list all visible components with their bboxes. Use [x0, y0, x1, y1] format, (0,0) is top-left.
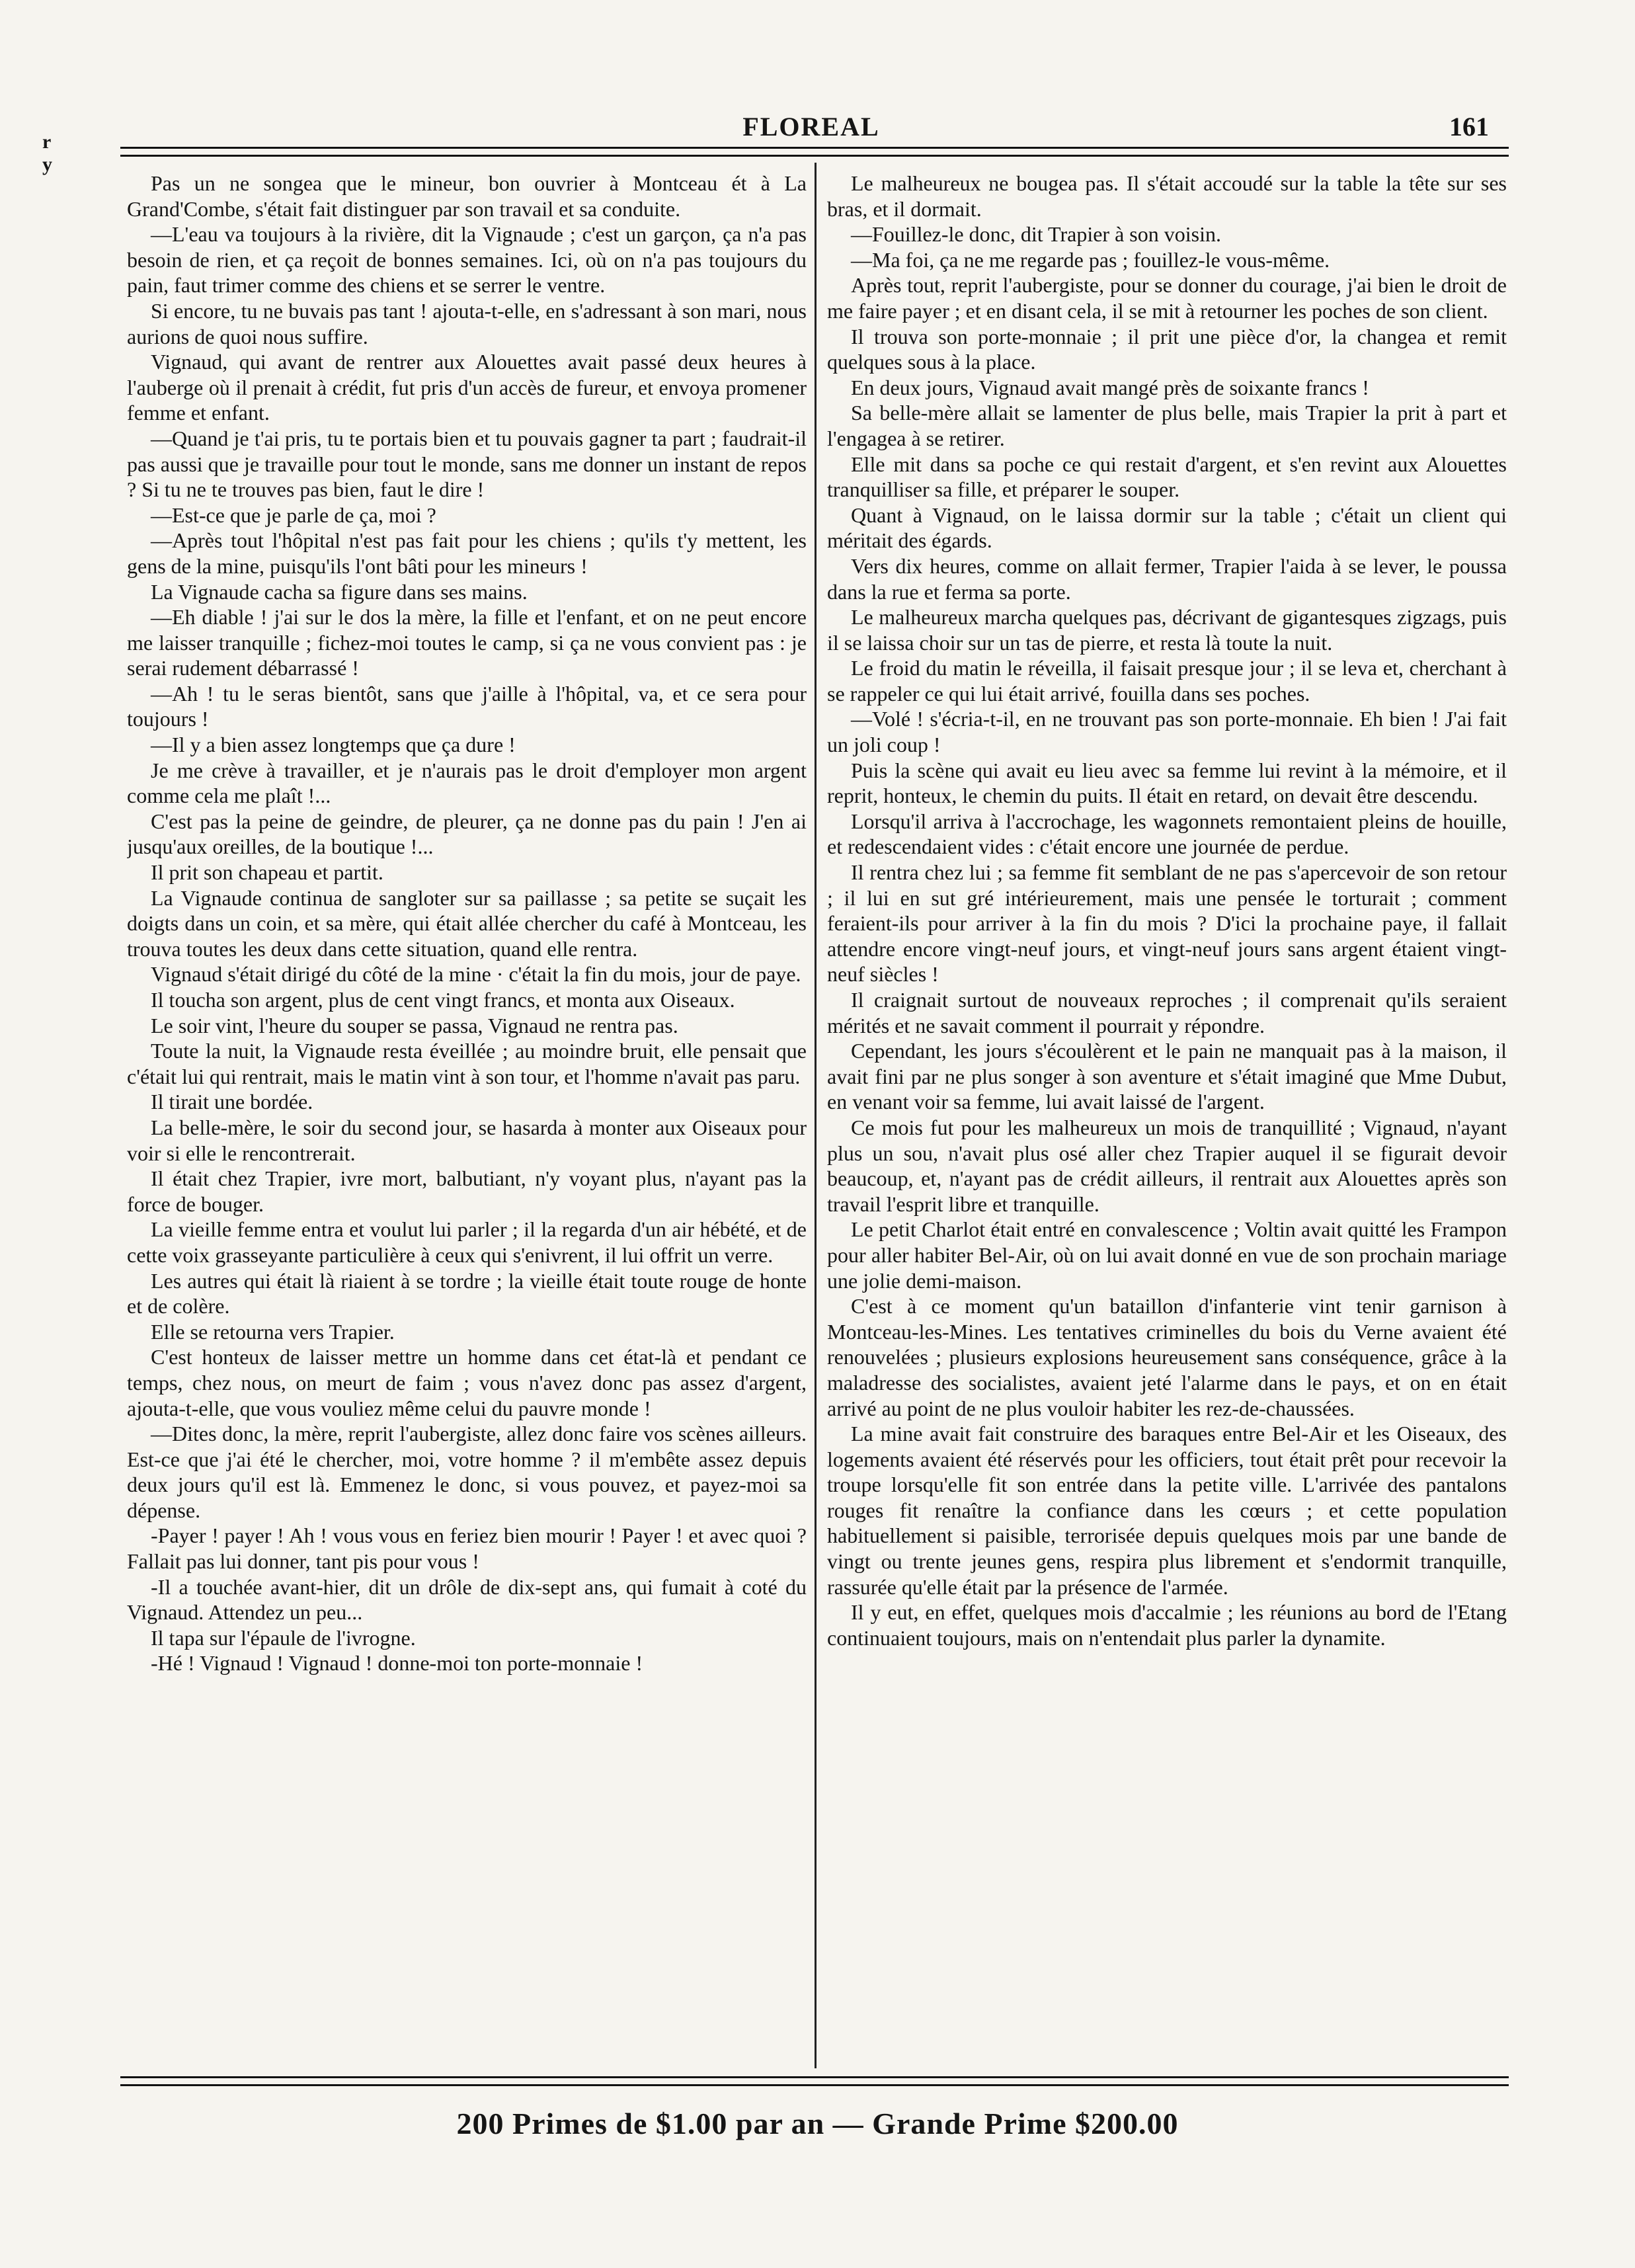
paragraph: Il était chez Trapier, ivre mort, balbutiant, n'y voyant plus, n'ayant pas la force de bouger.: [127, 1166, 807, 1216]
margin-mark-bottom: y: [42, 153, 52, 175]
footer-rule: [120, 2076, 1509, 2086]
margin-mark-top: r: [42, 131, 52, 153]
paragraph: Je me crève à travailler, et je n'aurais pas le droit d'employer mon argent comme cela me plaît !...: [127, 758, 807, 808]
header-rule: [120, 147, 1509, 157]
paragraph: Si encore, tu ne buvais pas tant ! ajouta-t-elle, en s'adressant à son mari, nous aurions de quoi nous suffire.: [127, 298, 807, 348]
paragraph: Le malheureux marcha quelques pas, décrivant de gigantesques zigzags, puis il se laissa choir sur un tas de pierre, et resta là toute la nuit.: [827, 605, 1507, 655]
paragraph: Il toucha son argent, plus de cent vingt francs, et monta aux Oiseaux.: [151, 988, 735, 1012]
paragraph: Vignaud, qui avant de rentrer aux Alouettes avait passé deux heures à l'auberge où il prenait à crédit, fut pris d'un accès de fureur, et envoya promener femme et enfant.: [127, 350, 807, 425]
paragraph: Il trouva son porte-monnaie ; il prit une pièce d'or, la changea et remit quelques sous à la place.: [827, 324, 1507, 374]
footer-advertisement: 200 Primes de $1.00 par an — Grande Prime $200.00: [456, 2107, 1179, 2140]
paragraph: Il prit son chapeau et partit.: [151, 860, 383, 885]
paragraph: -Hé ! Vignaud ! Vignaud ! donne-moi ton porte-monnaie !: [151, 1651, 643, 1676]
paragraph: —Dites donc, la mère, reprit l'aubergiste, allez donc faire vos scènes ailleurs. Est-ce que j'ai été le chercher, moi, votre homme ? il m'embête assez depuis deux jours qu'il est là. Emmenez le donc, si vous pouvez, et payez-moi sa dépense.: [127, 1422, 807, 1522]
paragraph: Vers dix heures, comme on allait fermer, Trapier l'aida à se lever, le poussa dans la rue et ferma sa porte.: [827, 553, 1507, 604]
paragraph: La mine avait fait construire des baraques entre Bel-Air et les Oiseaux, des logements avaient été réservés pour les officiers, tout était prêt pour recevoir la troupe lorsqu'elle fit son entrée dans la petite ville. L'arrivée des pantalons rouges fit renaître la confiance dans les cœurs ; et cette population habituellement si paisible, terrorisée depuis quelques mois par une bande de vingt ou trente jeunes gens, respira plus librement et s'endormit tranquille, rassurée qu'elle était par la présence de l'armée.: [827, 1422, 1507, 1599]
paragraph: Il rentra chez lui ; sa femme fit semblant de ne pas s'apercevoir de son retour ; il lui en sut gré intérieurement, mais une pensée le torturait ; comment feraient-ils pour arriver à la fin du mois ? D'ici la prochaine paye, il fallait attendre encore vingt-neuf jours, et vingt-neuf jours sans argent étaient vingt-neuf siècles !: [827, 860, 1507, 987]
paragraph: Il tirait une bordée.: [151, 1090, 313, 1114]
paragraph: C'est à ce moment qu'un bataillon d'infanterie vint tenir garnison à Montceau-les-Mines. Les tentatives criminelles du bois du Verne avaient été renouvelées ; plusieurs explosions heureusement sans conséquence, grâce à la maladresse des socialistes, avaient jeté l'alarme dans le pays, et on en était arrivé au point de ne plus vouloir habiter les rez-de-chaussées.: [827, 1294, 1507, 1420]
paragraph: —Est-ce que je parle de ça, moi ?: [151, 503, 436, 527]
paragraph: Cependant, les jours s'écoulèrent et le pain ne manquait pas à la maison, il avait fini par ne plus songer à son aventure et s'était imaginé que Mme Dubut, en venant voir sa femme, lui avait laissé de l'argent.: [827, 1039, 1507, 1114]
left-column: [127, 171, 807, 2062]
paragraph: —Ma foi, ça ne me regarde pas ; fouillez-le vous-même.: [851, 247, 1330, 272]
paragraph: C'est honteux de laisser mettre un homme dans cet état-là et pendant ce temps, chez nous, on meurt de faim ; vous n'avez donc pas assez d'argent, ajouta-t-elle, que vous vouliez même celui du pauvre monde !: [127, 1345, 807, 1420]
paragraph: Le petit Charlot était entré en convalescence ; Voltin avait quitté les Frampon pour aller habiter Bel-Air, où on lui avait donné en vue de son prochain mariage une jolie demi-maison.: [827, 1217, 1507, 1293]
paragraph: Quant à Vignaud, on le laissa dormir sur la table ; c'était un client qui méritait des égards.: [827, 503, 1507, 553]
paragraph: Sa belle-mère allait se lamenter de plus belle, mais Trapier la prit à part et l'engagea à se retirer.: [827, 401, 1507, 450]
paragraph: La Vignaude cacha sa figure dans ses mains.: [151, 579, 528, 604]
paragraph: C'est pas la peine de geindre, de pleurer, ça ne donne pas du pain ! J'en ai jusqu'aux oreilles, de la boutique !...: [127, 809, 807, 859]
paragraph: —L'eau va toujours à la rivière, dit la Vignaude ; c'est un garçon, ça n'a pas besoin de rien, et ça reçoit de bonnes semaines. Ici, où on n'a pas toujours du pain, faut trimer comme des chiens et se serrer le ventre.: [127, 222, 807, 298]
paragraph: Pas un ne songea que le mineur, bon ouvrier à Montceau ét à La Grand'Combe, s'était fait distinguer par son travail et sa conduite.: [127, 171, 807, 221]
paragraph: Le malheureux ne bougea pas. Il s'était accoudé sur la table la tête sur ses bras, et il dormait.: [827, 171, 1507, 221]
paragraph: Le soir vint, l'heure du souper se passa, Vignaud ne rentra pas.: [151, 1013, 678, 1037]
paragraph: Elle mit dans sa poche ce qui restait d'argent, et s'en revint aux Alouettes tranquilliser sa fille, et préparer le souper.: [827, 452, 1507, 502]
paragraph: —Volé ! s'écria-t-il, en ne trouvant pas son porte-monnaie. Eh bien ! J'ai fait un joli coup !: [827, 707, 1507, 757]
paragraph: En deux jours, Vignaud avait mangé près de soixante francs !: [851, 375, 1369, 399]
paragraph: Vignaud s'était dirigé du côté de la mine · c'était la fin du mois, jour de paye.: [151, 962, 801, 987]
paragraph: —Il y a bien assez longtemps que ça dure !: [151, 733, 516, 757]
paragraph: Il tapa sur l'épaule de l'ivrogne.: [151, 1625, 416, 1650]
paragraph: Les autres qui était là riaient à se tordre ; la vieille était toute rouge de honte et de colère.: [127, 1268, 807, 1318]
paragraph: —Ah ! tu le seras bientôt, sans que j'aille à l'hôpital, va, et ce sera pour toujours !: [127, 681, 807, 731]
paragraph: —Fouillez-le donc, dit Trapier à son voisin.: [851, 222, 1221, 247]
paragraph: Il craignait surtout de nouveaux reproches ; il comprenait qu'ils seraient mérités et ne savait comment il pourrait y répondre.: [827, 988, 1507, 1037]
paragraph: —Après tout l'hôpital n'est pas fait pour les chiens ; qu'ils t'y mettent, les gens de la mine, puisqu'ils l'ont bâti pour les mineurs !: [127, 528, 807, 578]
paragraph: Après tout, reprit l'aubergiste, pour se donner du courage, j'ai bien le droit de me faire payer ; et en disant cela, il se mit à retourner les poches de son client.: [827, 273, 1507, 323]
paragraph: -Payer ! payer ! Ah ! vous vous en feriez bien mourir ! Payer ! et avec quoi ? Fallait pas lui donner, tant pis pour vous !: [127, 1523, 807, 1574]
paragraph: La belle-mère, le soir du second jour, se hasarda à monter aux Oiseaux pour voir si elle le rencontrerait.: [127, 1115, 807, 1165]
page-title: FLOREAL: [742, 112, 880, 142]
paragraph: Lorsqu'il arriva à l'accrochage, les wagonnets remontaient pleins de houille, et redescendaient vides : c'était encore une journée de perdue.: [827, 809, 1507, 859]
right-column: [827, 171, 1507, 2062]
column-divider: [815, 163, 817, 2068]
paragraph: Il y eut, en effet, quelques mois d'accalmie ; les réunions au bord de l'Etang continuaient toujours, mais on n'entendait plus parler la dynamite.: [827, 1600, 1507, 1650]
page-number: 161: [1449, 112, 1489, 142]
paragraph: La vieille femme entra et voulut lui parler ; il la regarda d'un air hébété, et de cette voix grasseyante particulière à ceux qui s'enivrent, il lui offrit un verre.: [127, 1217, 807, 1267]
paragraph: Le froid du matin le réveilla, il faisait presque jour ; il se leva et, cherchant à se rappeler ce qui lui était arrivé, fouilla dans ses poches.: [827, 656, 1507, 706]
paragraph: —Quand je t'ai pris, tu te portais bien et tu pouvais gagner ta part ; faudrait-il pas aussi que je travaille pour tout le monde, sans me donner un instant de repos ? Si tu ne te trouves pas bien, faut le dire !: [127, 426, 807, 502]
paragraph: Puis la scène qui avait eu lieu avec sa femme lui revint à la mémoire, et il reprit, honteux, le chemin du puits. Il était en retard, on devait être descendu.: [827, 758, 1507, 808]
paragraph: La Vignaude continua de sangloter sur sa paillasse ; sa petite se suçait les doigts dans un coin, et sa mère, qui était allée chercher du café à Montceau, les trouva toutes les deux dans cette situation, quand elle rentra.: [127, 885, 807, 961]
paragraph: Ce mois fut pour les malheureux un mois de tranquillité ; Vignaud, n'ayant plus un sou, n'avait plus osé aller chez Trapier auquel il se figurait devoir beaucoup, et, n'ayant pas de crédit ailleurs, il rentrait aux Alouettes après son travail l'esprit libre et tranquille.: [827, 1115, 1507, 1216]
paragraph: Elle se retourna vers Trapier.: [151, 1319, 395, 1344]
paragraph: —Eh diable ! j'ai sur le dos la mère, la fille et l'enfant, et on ne peut encore me laisser tranquille ; fichez-moi toutes le camp, si ça ne vous convient pas : je serai rudement débarrassé !: [127, 605, 807, 680]
paragraph: -Il a touchée avant-hier, dit un drôle de dix-sept ans, qui fumait à coté du Vignaud. Attendez un peu...: [127, 1574, 807, 1625]
paragraph: Toute la nuit, la Vignaude resta éveillée ; au moindre bruit, elle pensait que c'était lui qui rentrait, mais le matin vint à son tour, et l'homme n'avait pas paru.: [127, 1039, 807, 1088]
page-header: [120, 111, 1502, 151]
